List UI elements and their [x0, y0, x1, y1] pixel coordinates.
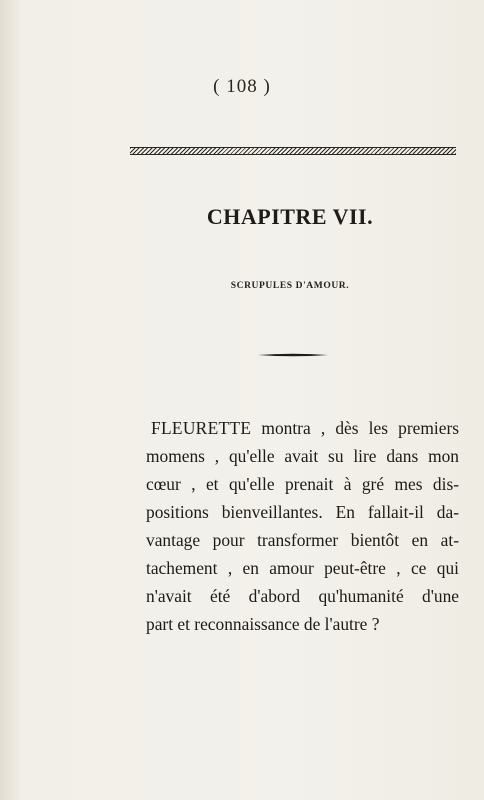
text-line: part et reconnaissance de l'autre ?	[146, 614, 380, 634]
text-line: tachement , en amour peut-être , ce qui	[146, 558, 459, 578]
text-line: momens , qu'elle avait su lire dans mon	[146, 446, 459, 466]
text-line: positions bienveillantes. En fallait-il da-	[146, 502, 459, 522]
text-line: FLEURETTE montra , dès les premiers	[151, 418, 459, 438]
page-number: ( 108 )	[213, 76, 271, 97]
body-paragraph	[146, 414, 459, 638]
chapter-subtitle: SCRUPULES D'AMOUR.	[230, 281, 350, 291]
swell-rule-divider	[258, 353, 328, 356]
text-line: n'avait été d'abord qu'humanité d'une	[146, 586, 459, 606]
ornamental-rule	[130, 147, 456, 155]
first-word: FLEURETTE	[151, 418, 252, 438]
chapter-title: CHAPITRE VII.	[206, 204, 374, 229]
text-line: cœur , et qu'elle prenait à gré mes dis-	[146, 474, 459, 494]
text-line: vantage pour transformer bientôt en at-	[146, 530, 459, 550]
